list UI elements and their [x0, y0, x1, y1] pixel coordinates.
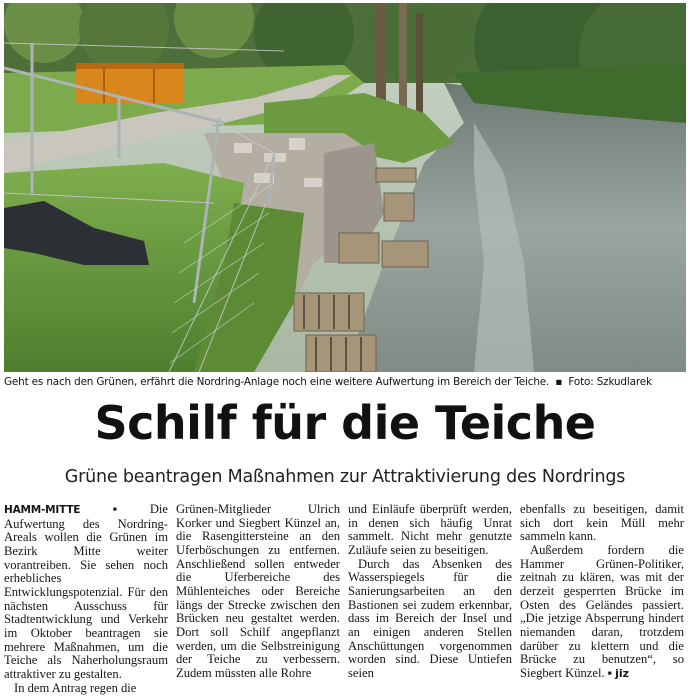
article-paragraph: [520, 544, 684, 681]
photo-credit: Foto: Szkudlarek: [568, 376, 652, 388]
caption-separator: ▪: [555, 376, 563, 388]
photo-caption: [4, 375, 686, 389]
headline: Schilf für die Teiche: [94, 396, 596, 450]
article-paragraph: und Einläufe überprüft werden, in denen sich häufig Unrat sammelt. Nicht mehr genutzte Zuläufe seien zu beseitigen.: [348, 502, 512, 557]
dateline: HAMM-MITTE: [4, 504, 81, 516]
paragraph-text: Die Aufwertung des Nordring-Areals wollen die Grünen im Bezirk Mitte weiter vorantreiben. Sie sehen noch erhebliches Entwicklungspotenzial. Für den nächsten Ausschuss für Stadtentwicklung und Verkehr im Oktober beantragen sie mehrere Maßnahmen, um die Teiche als Naherholungsraum attraktiver zu gestalten.: [4, 502, 168, 681]
article-paragraph: [4, 503, 168, 682]
article-column-1: [4, 503, 168, 695]
paragraph-text: Außerdem fordern die Hammer Grünen-Politiker, zeitnah zu klären, was mit der derzeit gesperrten Brücke im Osten des Geländes passiert. „Die jetzige Absperrung hindert niemanden daran, trotzdem darüber zu klettern und die Brücke zu benutzen“, so Siegbert Künzel.: [520, 542, 684, 680]
article-column-3: [348, 503, 512, 681]
article-column-2: [176, 503, 340, 681]
article-column-4: [520, 503, 684, 681]
article-paragraph: ebenfalls zu beseitigen, damit sich dort kein Müll mehr sammeln kann.: [520, 502, 684, 544]
author-separator: ▪: [607, 665, 613, 680]
photo-illustration: [4, 3, 686, 372]
caption-text: Geht es nach den Grünen, erfährt die Nordring-Anlage noch eine weitere Aufwertung im Bereich der Teiche.: [4, 376, 550, 388]
author-initials: jiz: [615, 666, 630, 680]
subheadline: Grüne beantragen Maßnahmen zur Attraktivierung des Nordrings: [64, 467, 626, 487]
article-photo: [4, 3, 686, 372]
article-paragraph: Grünen-Mitglieder Ulrich Korker und Siegbert Künzel an, die Rasengittersteine an den Uferböschungen zu entfernen. Anschließend sollen entweder die Uferbereiche des Mühlenteiches oder Bereiche längs der Strecke zwischen den Brücken neu gestaltet werden. Dort soll Schilf angepflanzt werden, um die Selbstreinigung der Teiche zu verbessern. Zudem müssten alle Rohre: [176, 502, 340, 680]
article-paragraph: Durch das Absenken des Wasserspiegels für die Sanierungsarbeiten an den Bastionen sei zudem erkennbar, dass im Bereich der Insel und an einigen anderen Stellen Anschüttungen vorgenommen worden sind. Diese Untiefen seien: [348, 556, 512, 680]
dateline-separator: ▪: [83, 502, 147, 516]
article-paragraph: In dem Antrag regen die: [14, 680, 137, 695]
